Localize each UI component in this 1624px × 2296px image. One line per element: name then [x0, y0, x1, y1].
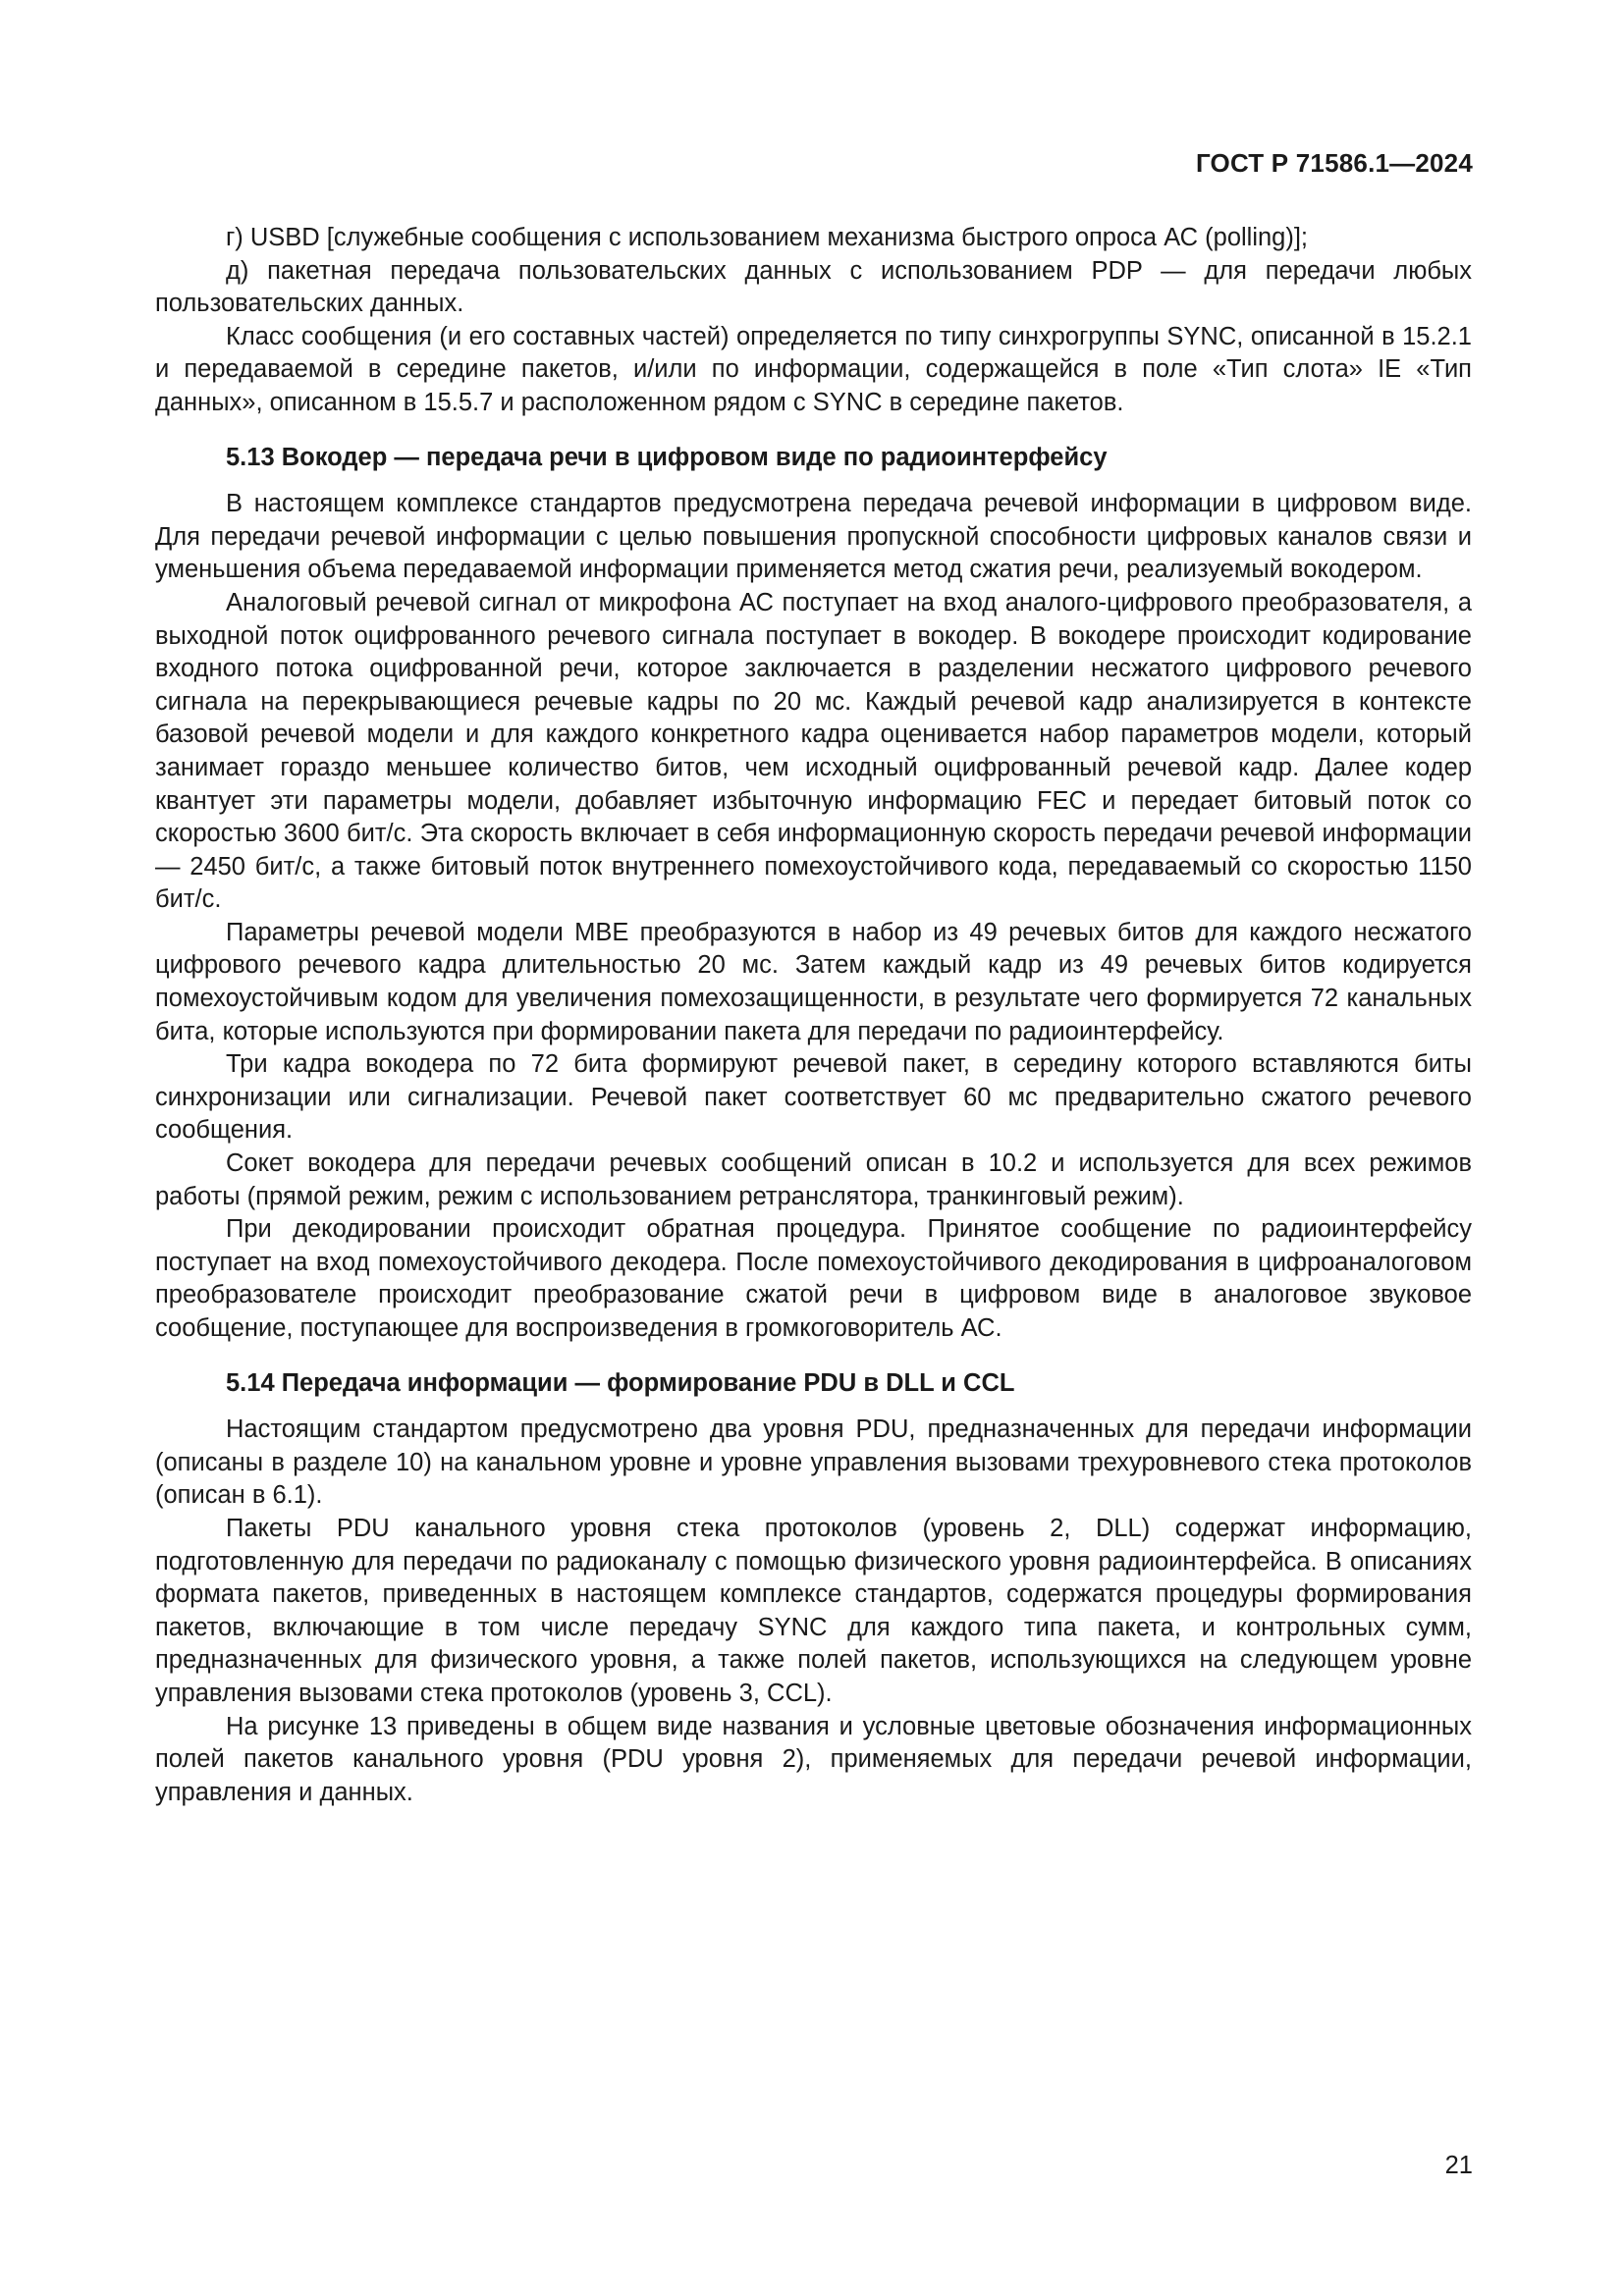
- paragraph: Аналоговый речевой сигнал от микрофона АС поступает на вход аналого-цифрового преобразователя, а выходной поток оцифрованного речевого сигнала поступает в вокодер. В вокодере происходит кодирование входного потока оцифрованной речи, которое заключается в разделении несжатого цифрового речевого сигнала на перекрывающиеся речевые кадры по 20 мс. Каждый речевой кадр анализируется в контексте базовой речевой модели и для каждого конкретного кадра оценивается набор параметров модели, который занимает гораздо меньшее количество битов, чем исходный оцифрованный речевой кадр. Далее кодер квантует эти параметры модели, добавляет избыточную информацию FEC и передает битовый поток со скоростью 3600 бит/с. Эта скорость включает в себя информационную скорость передачи речевой информации — 2450 бит/с, а также битовый поток внутреннего помехоустойчивого кода, передаваемый со скоростью 1150 бит/с.: [155, 588, 1472, 914]
- paragraph: На рисунке 13 приведены в общем виде названия и условные цветовые обозначения информационных полей пакетов канального уровня (PDU уровня 2), применяемых для передачи речевой информации, управления и данных.: [155, 1712, 1472, 1806]
- paragraph: Сокет вокодера для передачи речевых сообщений описан в 10.2 и используется для всех режимов работы (прямой режим, режим с использованием ретранслятора, транкинговый режим).: [155, 1149, 1472, 1210]
- page-number: 21: [1444, 2152, 1473, 2179]
- section-heading-5-13: 5.13 Вокодер — передача речи в цифровом виде по радиоинтерфейсу: [226, 443, 1108, 471]
- list-item-g: г) USBD [служебные сообщения с использованием механизма быстрого опроса АС (polling)];: [226, 224, 1309, 251]
- paragraph: Настоящим стандартом предусмотрено два уровня PDU, предназначенных для передачи информации (описаны в разделе 10) на канальном уровне и уровне управления вызовами трехуровневого стека протоколов (описан в 6.1).: [155, 1415, 1472, 1510]
- paragraph: Три кадра вокодера по 72 бита формируют речевой пакет, в середину которого вставляются биты синхронизации или сигнализации. Речевой пакет соответствует 60 мс предварительно сжатого речевого сообщения.: [155, 1050, 1472, 1145]
- section-heading-5-14: 5.14 Передача информации — формирование PDU в DLL и CCL: [226, 1368, 1015, 1397]
- list-item-d: д) пакетная передача пользовательских данных с использованием PDP — для передачи любых пользовательских данных.: [155, 256, 1472, 318]
- document-code: ГОСТ Р 71586.1—2024: [1195, 148, 1473, 178]
- paragraph: Параметры речевой модели MBE преобразуются в набор из 49 речевых битов для каждого несжатого цифрового речевого кадра длительностью 20 мс. Затем каждый кадр из 49 речевых битов кодируется помехоустойчивым кодом для увеличения помехозащищенности, в результате чего формируется 72 канальных бита, которые используются при формировании пакета для передачи по радиоинтерфейсу.: [155, 918, 1472, 1045]
- paragraph: В настоящем комплексе стандартов предусмотрена передача речевой информации в цифровом виде. Для передачи речевой информации с целью повышения пропускной способности цифровых каналов связи и уменьшения объема передаваемой информации применяется метод сжатия речи, реализуемый вокодером.: [155, 490, 1472, 584]
- paragraph: При декодировании происходит обратная процедура. Принятое сообщение по радиоинтерфейсу поступает на вход помехоустойчивого декодера. После помехоустойчивого декодирования в цифроаналоговом преобразователе происходит преобразование сжатой речи в цифровом виде в аналоговое звуковое сообщение, поступающее для воспроизведения в громкоговоритель АС.: [155, 1215, 1472, 1342]
- document-body: [155, 222, 1472, 1809]
- paragraph: Класс сообщения (и его составных частей) определяется по типу синхрогруппы SYNC, описанной в 15.2.1 и передаваемой в середине пакетов, и/или по информации, содержащейся в поле «Тип слота» IE «Тип данных», описанном в 15.5.7 и расположенном рядом с SYNC в середине пакетов.: [155, 322, 1472, 416]
- paragraph: Пакеты PDU канального уровня стека протоколов (уровень 2, DLL) содержат информацию, подготовленную для передачи по радиоканалу с помощью физического уровня радиоинтерфейса. В описаниях формата пакетов, приведенных в настоящем комплексе стандартов, содержатся процедуры формирования пакетов, включающие в том числе передачу SYNC для каждого типа пакета, и контрольных сумм, предназначенных для физического уровня, а также полей пакетов, использующихся на следующем уровне управления вызовами стека протоколов (уровень 3, CCL).: [155, 1514, 1472, 1707]
